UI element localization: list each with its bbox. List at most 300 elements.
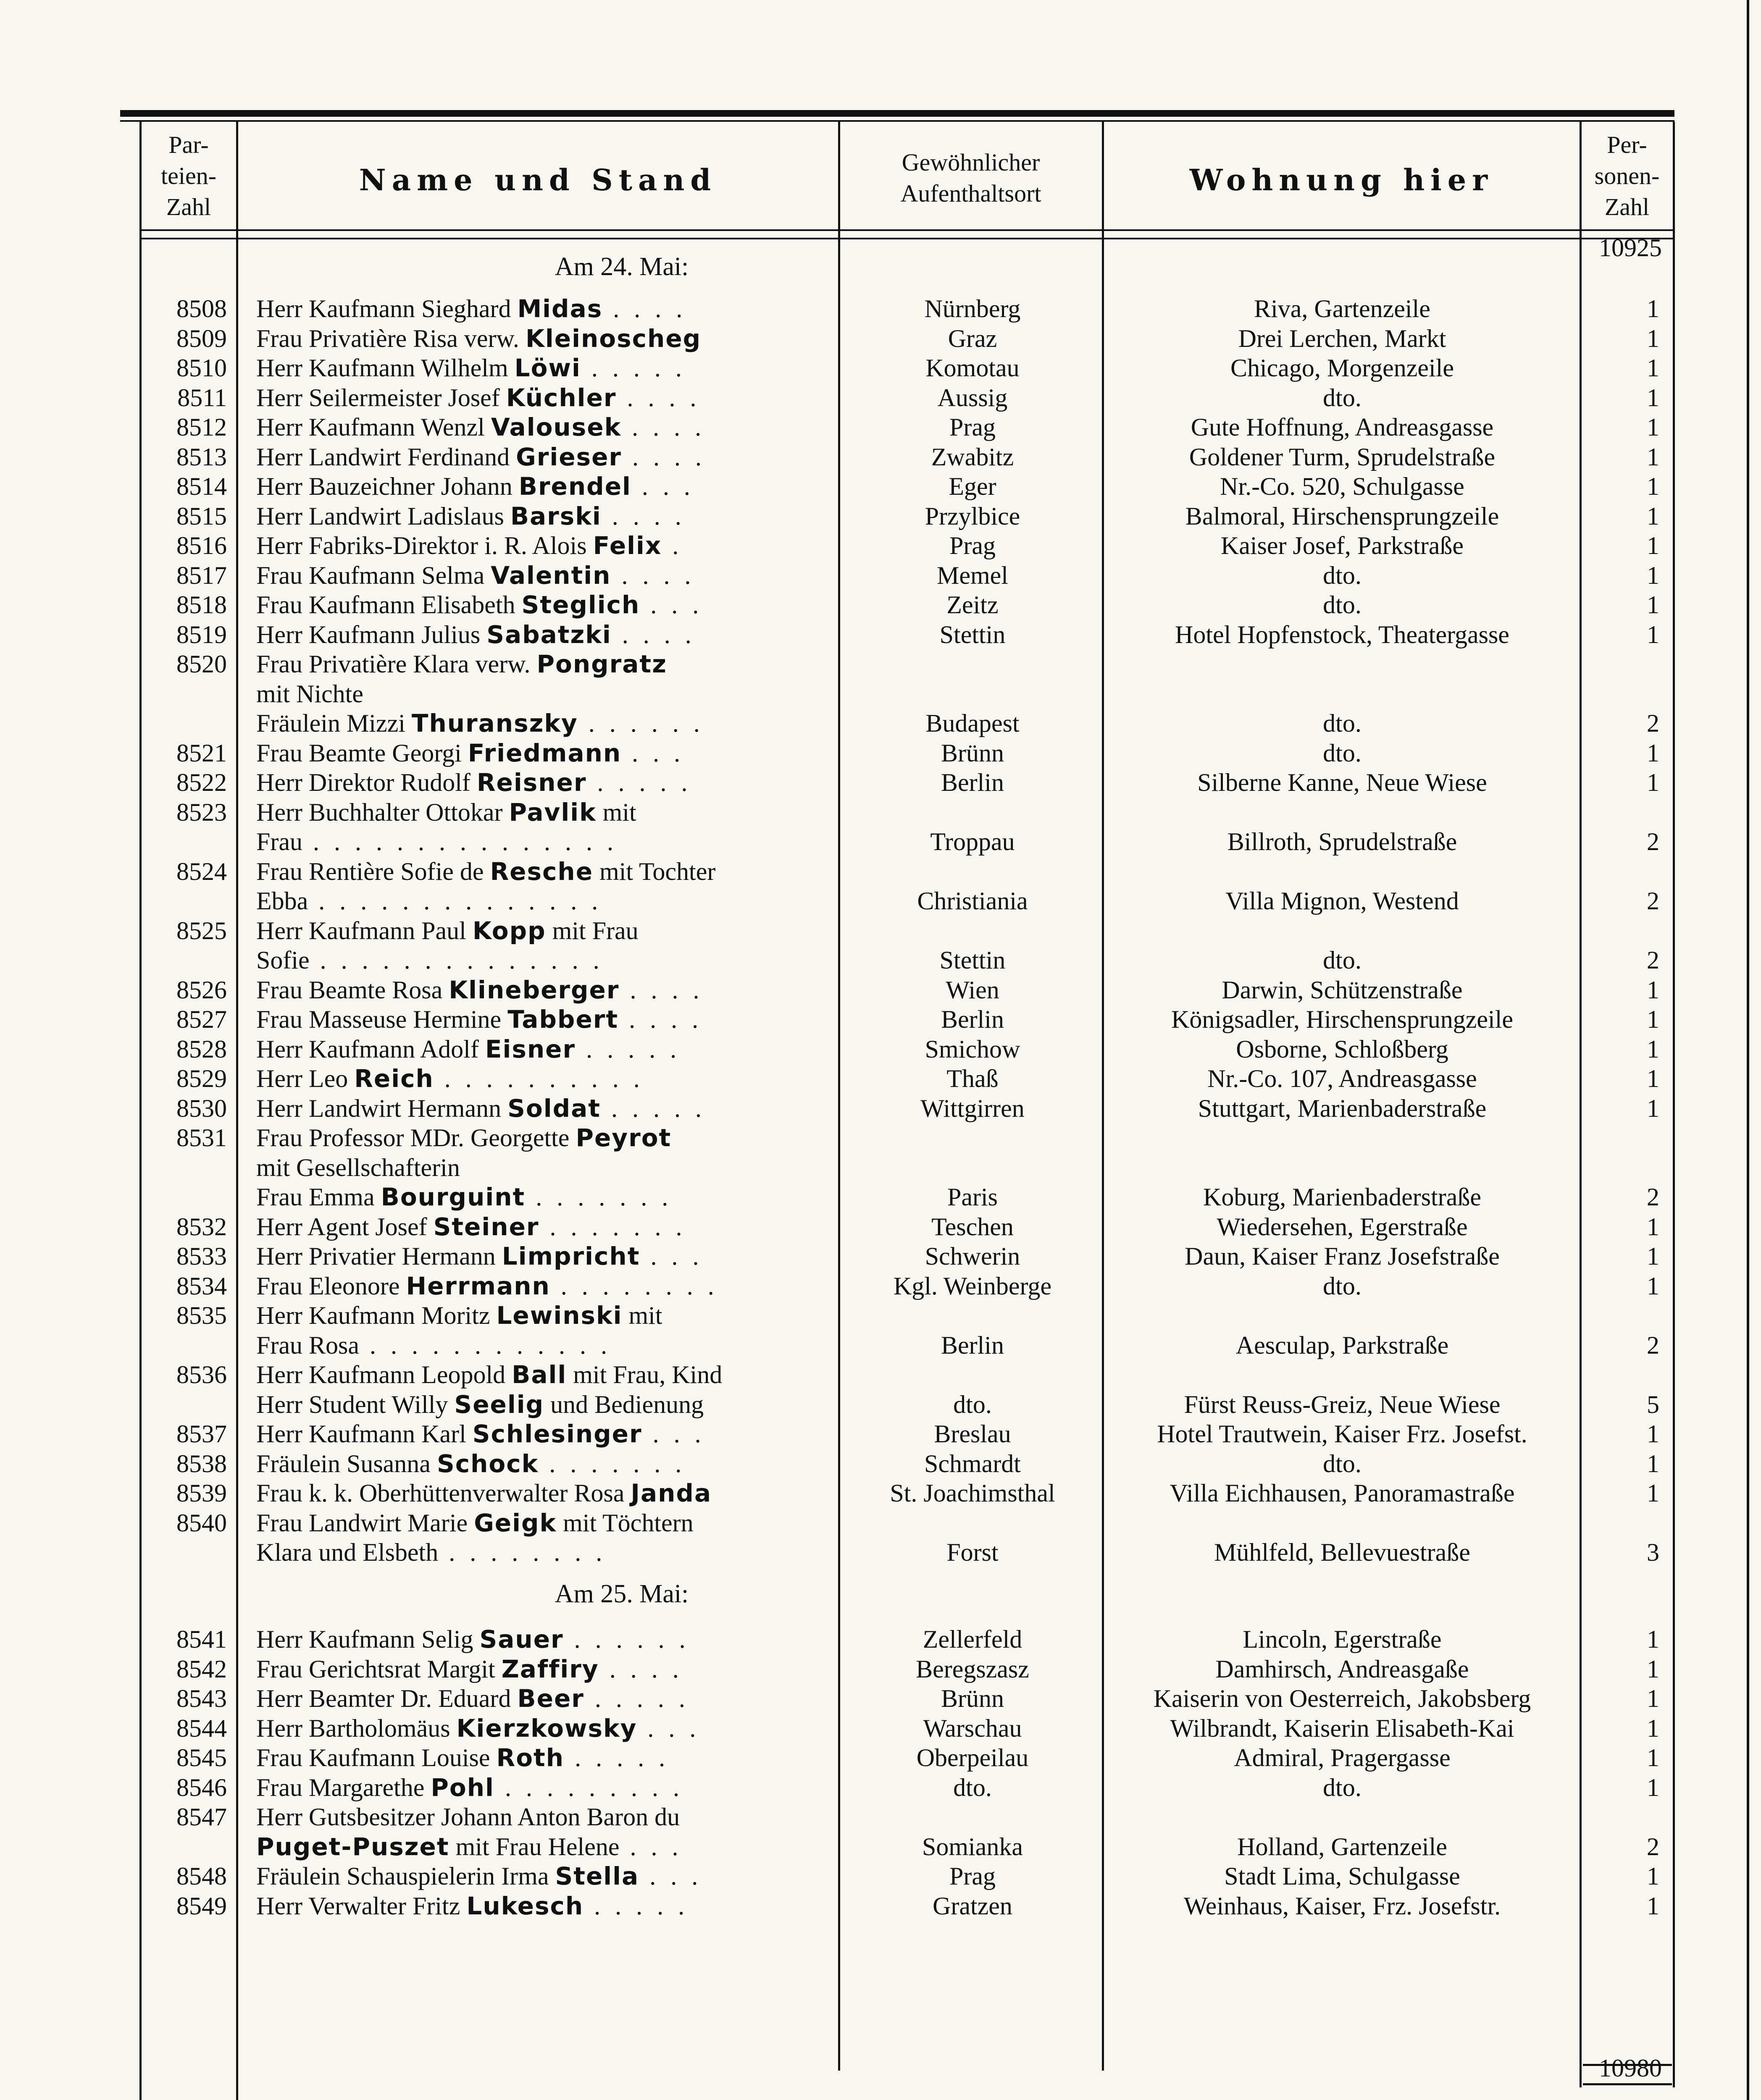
local-lodging: Koburg, Marienbaderstraße [1203,1183,1481,1211]
name-text: Herr Leo [256,1065,355,1092]
surname: Barski [510,501,602,530]
total-rule [1583,2083,1672,2085]
name-and-status [256,1743,823,1772]
header-line: Zahl [1604,193,1650,220]
person-count: 1 [1647,1242,1659,1270]
name-text: Herr Fabriks-Direktor i. R. Alois [256,532,593,559]
name-and-status [256,1449,823,1478]
local-lodging: dto. [1323,946,1361,974]
leader-dots: . . . . [611,561,695,589]
name-and-status [256,472,823,501]
surname: Herrmann [406,1271,550,1300]
party-number: 8519 [176,620,227,648]
local-lodging: Gute Hoffnung, Andreasgasse [1191,413,1494,441]
local-lodging: dto. [1323,1272,1361,1300]
usual-residence: Brünn [941,1685,1004,1712]
usual-residence: Wittgirren [920,1094,1025,1122]
person-count: 1 [1647,1094,1659,1122]
usual-residence: Komotau [925,354,1020,382]
person-count [1584,1508,1659,1538]
party-number: 8542 [176,1655,227,1683]
usual-residence: Forst [946,1538,999,1566]
usual-residence: Brünn [941,739,1004,767]
person-count: 1 [1647,1744,1659,1772]
local-lodging: Chicago, Morgenzeile [1230,354,1454,382]
person-count: 1 [1647,1213,1659,1241]
name-and-status [256,501,823,531]
leader-dots: . . . . . . . . . . [434,1065,644,1092]
name-text: Herr Kaufmann Adolf [256,1035,485,1063]
local-lodging: Riva, Gartenzeile [1254,295,1430,323]
local-lodging [1105,1301,1580,1330]
name-and-status [256,1360,823,1389]
date-heading: Am 25. Mai: [555,1580,689,1608]
local-lodging [1105,1508,1580,1538]
party-number [151,1182,227,1212]
header-wohnung-hier: Wohnung hier [1189,163,1494,197]
name-text: Herr Kaufmann Karl [256,1420,473,1448]
leader-dots: . . . . . . . . . . . . . . [308,887,602,915]
name-and-status [256,1182,823,1212]
leader-dots: . . . . . [583,1892,689,1920]
party-number: 8520 [176,650,227,678]
person-count: 1 [1647,413,1659,441]
surname: Pavlik [509,798,597,827]
column-divider [838,122,840,2071]
name-and-status [256,1478,823,1508]
party-number: 8532 [176,1213,227,1241]
party-number: 8547 [176,1803,227,1831]
person-count: 1 [1647,739,1659,767]
final-total: 10980 [1599,2054,1662,2082]
name-text: Klara und Elsbeth [256,1538,439,1566]
party-number: 8514 [176,472,227,500]
header-line: Per- [1607,131,1647,158]
name-and-status [256,679,823,709]
surname: Felix [593,531,662,560]
person-count: 3 [1647,1538,1659,1566]
local-lodging: Stadt Lima, Schulgasse [1224,1862,1460,1890]
local-lodging: Nr.-Co. 520, Schulgasse [1220,472,1464,500]
name-and-status [256,1153,823,1182]
person-count: 1 [1647,1625,1659,1653]
name-and-status [256,442,823,472]
person-count [1584,1802,1659,1832]
party-number [151,1331,227,1360]
surname: Seelig [454,1390,544,1419]
name-text: Herr Kaufmann Julius [256,620,487,648]
name-suffix: mit Frau Helene [449,1832,620,1861]
leader-dots: . . . . . [576,1035,681,1063]
name-and-status [256,1212,823,1242]
name-and-status [256,1625,823,1654]
name-text: Herr Privatier Hermann [256,1242,502,1270]
usual-residence [844,679,1101,709]
party-number: 8523 [176,798,227,826]
surname: Janda [631,1479,712,1507]
local-lodging: Osborne, Schloßberg [1236,1035,1448,1063]
leader-dots: . . . . . . [578,709,704,737]
surname: Bourguint [381,1183,526,1211]
header-aufenthaltsort [840,147,1102,209]
name-text: mit Nichte [256,680,363,708]
name-and-status [256,1654,823,1684]
person-count [1584,798,1659,827]
surname: Ball [512,1360,567,1389]
party-number [151,827,227,856]
top-rule [120,110,1674,117]
name-suffix: mit Frau, Kind [567,1361,723,1389]
name-text: Herr Gutsbesitzer Johann Anton Baron du [256,1803,680,1831]
name-and-status [256,1861,823,1891]
leader-dots: . . . . [601,502,686,530]
party-number [151,945,227,975]
person-count: 1 [1647,354,1659,382]
party-number: 8521 [176,739,227,767]
usual-residence: Smichow [925,1035,1020,1063]
name-text: Herr Kaufmann Sieghard [256,295,518,323]
person-count [1584,916,1659,945]
name-and-status [256,709,823,738]
local-lodging: dto. [1323,383,1361,412]
party-number [151,1832,227,1861]
local-lodging: Goldener Turm, Sprudelstraße [1189,443,1496,471]
person-count: 1 [1647,443,1659,471]
surname: Pongratz [536,650,667,678]
person-count: 2 [1647,1331,1659,1359]
name-text: Frau Rosa [256,1331,359,1359]
usual-residence: Breslau [934,1420,1011,1448]
local-lodging: dto. [1323,1449,1361,1478]
name-text: Fräulein Susanna [256,1449,437,1478]
surname: Reich [354,1064,434,1093]
local-lodging: Kaiser Josef, Parkstraße [1220,532,1464,559]
leader-dots: . . . [639,1862,702,1890]
surname: Midas [517,294,603,323]
leader-dots: . . . . . [586,769,692,796]
name-and-status [256,1123,823,1152]
name-text: Herr Landwirt Ferdinand [256,443,516,471]
name-text: Frau k. k. Oberhüttenverwalter Rosa [256,1479,631,1507]
person-count: 1 [1647,1773,1659,1801]
person-count: 1 [1647,472,1659,500]
usual-residence: Paris [947,1183,998,1211]
person-count: 1 [1647,532,1659,559]
usual-residence: Eger [949,472,996,500]
local-lodging: dto. [1323,1773,1361,1801]
leader-dots: . [662,532,683,559]
name-text: Herr Landwirt Hermann [256,1094,508,1122]
name-and-status [256,412,823,442]
party-number [151,886,227,916]
person-count: 1 [1647,769,1659,796]
name-and-status [256,294,823,323]
leader-dots: . . . . . . . . . . . . [359,1331,611,1359]
person-count [1584,679,1659,709]
usual-residence: Teschen [931,1213,1014,1241]
party-number [151,679,227,709]
column-divider [1673,122,1675,2087]
name-and-status [256,1802,823,1832]
surname: Löwi [514,354,581,382]
local-lodging: Silberne Kanne, Neue Wiese [1197,769,1487,796]
surname: Tabbert [507,1005,619,1034]
name-and-status [256,1773,823,1802]
name-and-status [256,324,823,353]
column-divider [1580,122,1582,2087]
usual-residence: Zwabitz [931,443,1014,471]
party-number: 8527 [176,1005,227,1033]
party-number: 8535 [176,1302,227,1329]
leader-dots: . . . . [616,383,701,412]
name-and-status [256,1005,823,1034]
local-lodging: Villa Mignon, Westend [1225,887,1459,915]
party-number: 8537 [176,1420,227,1448]
leader-dots: . . . . . . . . . . . . . . [309,946,604,974]
name-suffix: mit Töchtern [557,1509,694,1537]
usual-residence: Prag [949,1862,996,1890]
name-text: Ebba [256,887,308,915]
local-lodging: Drei Lerchen, Markt [1238,324,1446,352]
person-count: 1 [1647,1449,1659,1478]
person-count: 1 [1647,1035,1659,1063]
surname: Schock [436,1449,539,1478]
header-name-und-stand: Name und Stand [359,163,717,197]
local-lodging: dto. [1323,709,1361,737]
name-and-status [256,738,823,768]
party-number: 8517 [176,561,227,589]
person-count [1584,1123,1659,1152]
name-and-status [256,649,823,679]
person-count: 1 [1647,591,1659,619]
name-and-status [256,945,823,975]
person-count: 1 [1647,561,1659,589]
party-number: 8531 [176,1124,227,1152]
local-lodging [1105,1153,1580,1182]
surname: Brendel [518,472,631,501]
local-lodging: Damhirsch, Andreasgaße [1215,1655,1469,1683]
local-lodging: Holland, Gartenzeile [1237,1832,1447,1861]
person-count: 1 [1647,976,1659,1004]
name-text: Fräulein Mizzi [256,709,412,737]
name-text: Frau Beamte Rosa [256,976,449,1004]
page-edge [1747,0,1749,2100]
usual-residence: Stettin [939,620,1006,648]
name-and-status [256,1832,823,1861]
name-and-status [256,1508,823,1538]
usual-residence: dto. [953,1773,992,1801]
local-lodging [1105,1802,1580,1832]
date-heading: Am 24. Mai: [555,252,689,281]
leader-dots: . . . . . . [563,1625,690,1653]
surname: Roth [496,1743,565,1772]
party-number: 8544 [176,1714,227,1742]
local-lodging: dto. [1323,561,1361,589]
leader-dots: . . . [619,1832,683,1861]
header-line: Zahl [166,193,211,220]
header-bottom-rule-2 [139,238,1674,239]
name-text: Herr Bartholomäus [256,1714,457,1742]
header-personen-zahl [1581,129,1673,223]
leader-dots: . . . . [618,1005,703,1033]
person-count [1584,857,1659,886]
name-text: Frau Kaufmann Selma [256,561,491,589]
name-text: Fräulein Schauspielerin Irma [256,1862,555,1890]
name-and-status [256,1034,823,1064]
person-count [1584,1301,1659,1330]
surname: Kopp [472,916,546,945]
local-lodging [1105,798,1580,827]
surname: Klineberger [449,975,620,1004]
usual-residence: Somianka [922,1832,1023,1861]
party-number: 8534 [176,1272,227,1300]
surname: Sabatzki [486,620,612,649]
party-number: 8546 [176,1773,227,1801]
local-lodging: Balmoral, Hirschensprungzeile [1185,502,1499,530]
usual-residence: Berlin [941,1005,1004,1033]
local-lodging [1105,1360,1580,1389]
local-lodging: Darwin, Schützenstraße [1222,976,1463,1004]
person-count: 1 [1647,502,1659,530]
leader-dots: . . . . . . . [539,1449,686,1478]
surname: Kierzkowsky [456,1714,637,1743]
surname: Küchler [506,383,617,412]
person-count: 2 [1647,887,1659,915]
person-count: 1 [1647,1892,1659,1920]
person-count: 1 [1647,1420,1659,1448]
name-suffix: mit Frau [546,916,639,945]
usual-residence: Christiania [917,887,1028,915]
name-text: Herr Kaufmann Selig [256,1625,480,1653]
leader-dots: . . . [621,739,685,767]
leader-dots: . . . [640,1242,703,1270]
party-number: 8529 [176,1065,227,1092]
surname: Steglich [521,591,640,619]
name-and-status [256,561,823,590]
surname: Soldat [507,1094,601,1123]
local-lodging: Wilbrandt, Kaiserin Elisabeth-Kai [1170,1714,1514,1742]
name-suffix: und Bedienung [544,1390,704,1418]
name-and-status [256,620,823,649]
name-and-status [256,1714,823,1743]
usual-residence [844,649,1101,679]
leader-dots: . . . [640,591,703,619]
usual-residence: Berlin [941,769,1004,796]
party-number: 8541 [176,1625,227,1653]
party-number: 8522 [176,769,227,796]
surname: Stella [555,1862,639,1890]
usual-residence: Beregszasz [916,1655,1029,1683]
usual-residence: Prag [949,532,996,559]
name-and-status [256,353,823,383]
usual-residence: Berlin [941,1331,1004,1359]
leader-dots: . . . . [611,620,696,648]
usual-residence: Aussig [937,383,1008,412]
local-lodging [1105,916,1580,945]
usual-residence: Schmardt [924,1449,1021,1478]
party-number: 8510 [176,354,227,382]
name-text: Frau Margarethe [256,1773,431,1801]
usual-residence [844,1301,1101,1330]
usual-residence [844,1360,1101,1389]
surname: Peyrot [576,1124,672,1152]
name-text: Herr Kaufmann Wenzl [256,413,491,441]
usual-residence: Gratzen [933,1892,1012,1920]
person-count: 1 [1647,383,1659,412]
usual-residence [844,1802,1101,1832]
surname: Eisner [485,1034,576,1063]
local-lodging: Hotel Trautwein, Kaiser Frz. Josefst. [1157,1420,1527,1448]
header-line: Gewöhnlicher [902,149,1040,176]
party-number [151,1153,227,1182]
usual-residence [844,916,1101,945]
name-and-status [256,916,823,945]
leader-dots: . . . . . . . . . . . . . . . [302,828,618,856]
usual-residence: Thaß [946,1065,999,1092]
name-suffix: mit [596,798,636,826]
party-number: 8525 [176,916,227,945]
surname: Reisner [476,768,587,797]
local-lodging: Lincoln, Egerstraße [1243,1625,1442,1653]
local-lodging: Aesculap, Parkstraße [1235,1331,1449,1359]
party-number: 8526 [176,976,227,1004]
name-and-status [256,1538,823,1567]
person-count: 1 [1647,620,1659,648]
surname: Thuranszky [411,709,578,738]
usual-residence [844,1508,1101,1538]
name-and-status [256,1242,823,1271]
name-and-status [256,886,823,916]
party-number: 8548 [176,1862,227,1890]
name-text: Herr Kaufmann Paul [256,916,473,945]
leader-dots: . . . . . . . . [438,1538,607,1566]
leader-dots: . . . . . . . [525,1183,673,1211]
usual-residence [844,1153,1101,1182]
name-text: mit Gesellschafterin [256,1153,460,1181]
surname: Geigk [474,1508,557,1537]
usual-residence: Przylbice [925,502,1020,530]
header-line: Par- [168,131,209,158]
usual-residence: Wien [946,976,999,1004]
name-suffix: mit Tochter [593,857,716,885]
local-lodging: Nr.-Co. 107, Andreasgasse [1207,1065,1477,1092]
party-number: 8533 [176,1242,227,1270]
party-number: 8536 [176,1361,227,1389]
local-lodging: Billroth, Sprudelstraße [1227,828,1457,856]
name-and-status [256,857,823,886]
name-text: Frau Kaufmann Elisabeth [256,591,522,619]
local-lodging: Weinhaus, Kaiser, Frz. Josefstr. [1183,1892,1501,1920]
local-lodging: Königsadler, Hirschensprungzeile [1171,1005,1513,1033]
local-lodging: dto. [1323,591,1361,619]
carry-over-total: 10925 [1599,234,1662,262]
party-number: 8512 [176,413,227,441]
local-lodging: Fürst Reuss-Greiz, Neue Wiese [1184,1390,1501,1418]
leader-dots: . . . [642,1420,705,1448]
name-text: Herr Direktor Rudolf [256,769,477,796]
usual-residence [844,798,1101,827]
person-count: 2 [1647,946,1659,974]
person-count: 1 [1647,1479,1659,1507]
surname: Lewinski [496,1301,623,1330]
name-text: Frau Landwirt Marie [256,1509,474,1537]
name-text: Herr Kaufmann Wilhelm [256,354,515,382]
header-line: sonen- [1594,162,1660,189]
usual-residence: Schwerin [925,1242,1020,1270]
name-text: Frau Privatière Risa verw. [256,324,526,352]
usual-residence: Oberpeilau [916,1744,1029,1772]
person-count: 1 [1647,1862,1659,1890]
